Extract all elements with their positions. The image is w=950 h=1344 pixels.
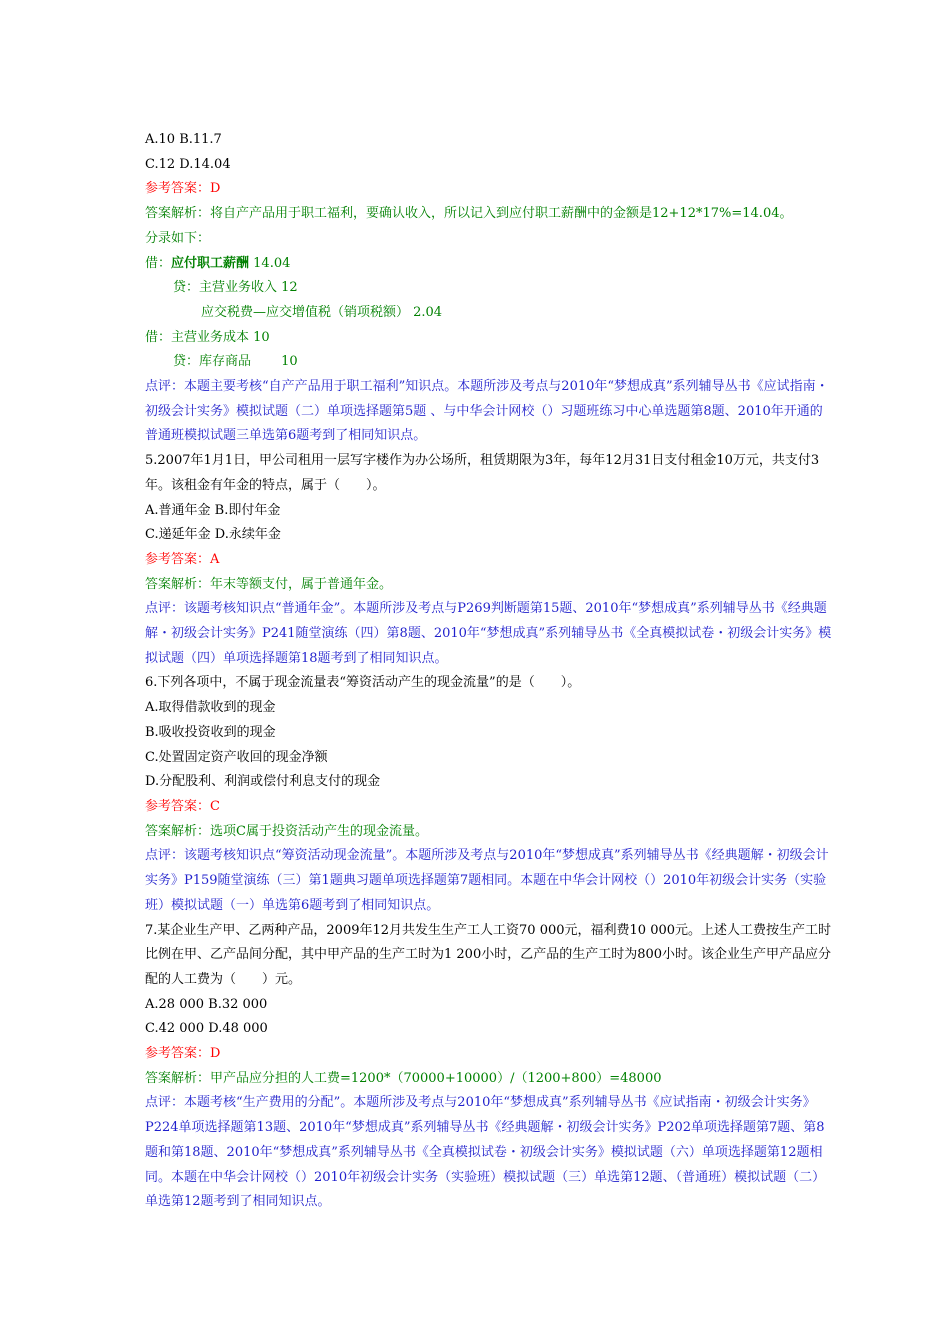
q6-explanation: 答案解析：选项C属于投资活动产生的现金流量。	[145, 823, 428, 839]
q5-answer: 参考答案：A	[145, 551, 220, 567]
q7-options-cd: C.42 000 D.48 000	[145, 1021, 268, 1037]
q7-stem: 7.某企业生产甲、乙两种产品，2009年12月共发生生产工人工资70 000元，福利费10 000元。上述人工费按生产工时比例在甲、乙产品间分配，其中甲产品的生产工时为1 200小时，乙产品的生产工时为800小时。该企业生产甲产品应分配的人工费为（ ）元。	[145, 922, 832, 987]
q4-comment: 点评：本题主要考核“自产产品用于职工福利”知识点。本题所涉及考点与2010年“梦想成真”系列辅导丛书《应试指南・初级会计实务》模拟试题（二）单项选择题第5题 、与中华会计网校（）习题班练习中心单选题第8题、2010年开通的普通班模拟试题三单选第6题考到了相同知识点。	[145, 379, 829, 444]
q6-answer: 参考答案：C	[145, 798, 220, 814]
q5-options-cd: C.递延年金 D.永续年金	[145, 527, 281, 543]
q4-credit-entry-1: 贷：主营业务收入 12	[173, 280, 298, 296]
debit-label: 借：	[145, 255, 172, 271]
document-page	[145, 128, 835, 1215]
q7-options-ab: A.28 000 B.32 000	[145, 996, 268, 1012]
q5-comment: 点评：该题考核知识点“普通年金”。本题所涉及考点与P269判断题第15题、2010年“梦想成真”系列辅导丛书《经典题解・初级会计实务》P241随堂演练（四）第8题、2010年“梦想成真”系列辅导丛书《全真模拟试卷・初级会计实务》模拟试题（四）单项选择题第18题考到了相同知识点。	[145, 601, 832, 666]
q5-stem: 5.2007年1月1日，甲公司租用一层写字楼作为办公场所，租赁期限为3年，每年12月31日支付租金10万元，共支付3年。该租金有年金的特点，属于（ ）。	[145, 453, 820, 493]
q4-debit-entry-1	[145, 252, 835, 277]
q4-options-ab: A.10 B.11.7	[145, 132, 222, 147]
q7-comment: 点评：本题考核“生产费用的分配”。本题所涉及考点与2010年“梦想成真”系列辅导丛书《应试指南・初级会计实务》P224单项选择题第13题、2010年“梦想成真”系列辅导丛书《经典题解・初级会计实务》P202单项选择题第7题、第8题和第18题、2010年“梦想成真”系列辅导丛书《全真模拟试卷・初级会计实务》模拟试题（六）单项选择题第12题相同。本题在中华会计网校（）2010年初级会计实务（实验班）模拟试题（三）单选第12题、（普通班）模拟试题（二）单选第12题考到了相同知识点。	[145, 1095, 826, 1210]
q4-answer: 参考答案：D	[145, 181, 221, 197]
q5-options-ab: A.普通年金 B.即付年金	[145, 502, 281, 518]
q6-option-d: D.分配股利、利润或偿付利息支付的现金	[145, 774, 381, 790]
q6-option-b: B.吸收投资收到的现金	[145, 724, 276, 740]
q4-debit-entry-2: 借：主营业务成本 10	[145, 329, 270, 345]
q6-comment: 点评：该题考核知识点“筹资活动现金流量”。本题所涉及考点与2010年“梦想成真”系列辅导丛书《经典题解・初级会计实务》P159随堂演练（三）第1题典习题单项选择题第7题相同。本题在中华会计网校（）2010年初级会计实务（实验班）模拟试题（一）单选第6题考到了相同知识点。	[145, 848, 829, 913]
q4-entries-intro: 分录如下：	[145, 230, 211, 246]
q5-explanation: 答案解析：年末等额支付，属于普通年金。	[145, 576, 393, 592]
q6-option-a: A.取得借款收到的现金	[145, 700, 276, 716]
q7-answer: 参考答案：D	[145, 1046, 221, 1062]
q4-options-cd: C.12 D.14.04	[145, 156, 231, 172]
debit-account: 应付职工薪酬	[171, 255, 250, 271]
debit-amount: 14.04	[249, 255, 291, 271]
q4-explanation: 答案解析：将自产产品用于职工福利，要确认收入，所以记入到应付职工薪酬中的金额是12+12*17%=14.04。	[145, 206, 793, 222]
q7-explanation: 答案解析：甲产品应分担的人工费=1200*（70000+10000）/（1200+800）=48000	[145, 1070, 662, 1086]
q6-option-c: C.处置固定资产收回的现金净额	[145, 749, 328, 765]
q6-stem: 6.下列各项中，不属于现金流量表“筹资活动产生的现金流量”的是（ ）。	[145, 675, 581, 691]
q4-credit-entry-3: 贷：库存商品 10	[173, 354, 298, 370]
q4-credit-entry-2: 应交税费—应交增值税（销项税额） 2.04	[201, 304, 443, 320]
